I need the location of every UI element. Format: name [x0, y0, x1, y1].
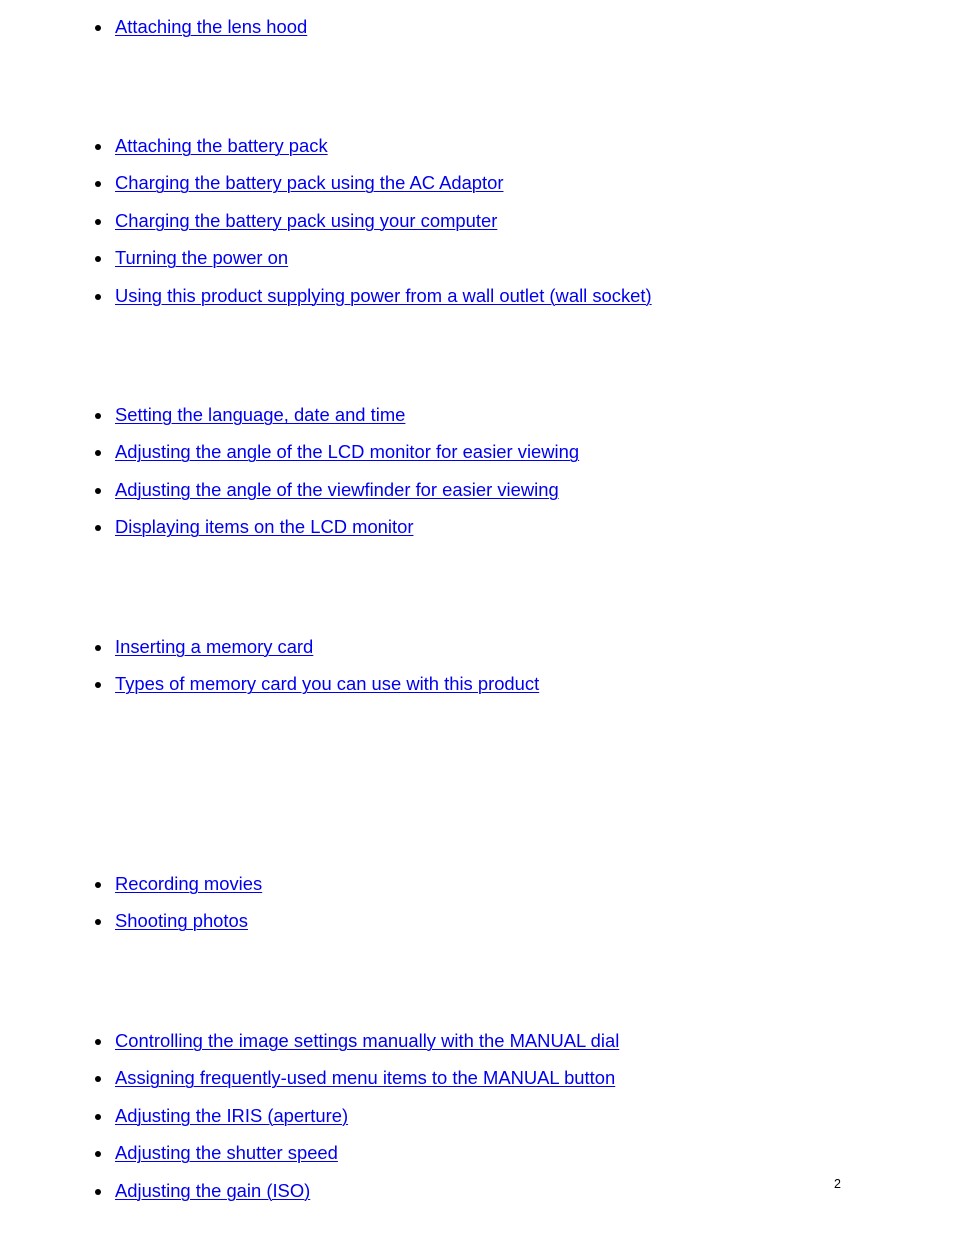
link-shooting-photos[interactable]: Shooting photos — [115, 910, 248, 932]
link-attaching-lens-hood[interactable]: Attaching the lens hood — [115, 16, 308, 37]
list-item — [0, 673, 539, 710]
link-inserting-memory-card[interactable]: Inserting a memory card — [115, 636, 314, 657]
bullet — [95, 294, 101, 300]
list-item — [0, 1180, 619, 1217]
toc-group-manual — [0, 1030, 619, 1217]
link-charging-ac-adaptor[interactable]: Charging the battery pack using the AC Adaptor — [115, 172, 504, 194]
list-item — [0, 285, 652, 322]
list-item — [0, 910, 262, 947]
link-viewfinder-angle[interactable]: Adjusting the angle of the viewfinder for easier viewing — [115, 478, 559, 500]
bullet — [95, 450, 101, 456]
toc-group-memory — [0, 636, 539, 711]
list-item — [0, 16, 307, 53]
list-item — [0, 172, 652, 209]
link-gain-iso[interactable]: Adjusting the gain (ISO) — [115, 1179, 311, 1201]
link-memory-card-types[interactable]: Types of memory card you can use with this product — [115, 673, 540, 695]
bullet — [95, 25, 101, 31]
link-lcd-angle[interactable]: Adjusting the angle of the LCD monitor for easier viewing — [115, 441, 580, 463]
bullet — [95, 219, 101, 225]
link-displaying-items-lcd[interactable]: Displaying items on the LCD monitor — [115, 516, 414, 538]
list-item — [0, 441, 579, 478]
list-item — [0, 1142, 619, 1179]
bullet — [95, 1151, 101, 1157]
list-item — [0, 1030, 619, 1067]
list-item — [0, 1067, 619, 1104]
bullet — [95, 1076, 101, 1082]
bullet — [95, 1114, 101, 1120]
bullet — [95, 645, 101, 651]
bullet — [95, 525, 101, 531]
bullet — [95, 144, 101, 150]
list-item — [0, 210, 652, 247]
list-item — [0, 247, 652, 284]
list-item — [0, 873, 262, 910]
link-manual-button[interactable]: Assigning frequently-used menu items to the MANUAL button — [115, 1067, 616, 1089]
bullet — [95, 256, 101, 262]
bullet — [95, 682, 101, 688]
link-iris-aperture[interactable]: Adjusting the IRIS (aperture) — [115, 1104, 349, 1126]
toc-group-settings — [0, 404, 579, 554]
list-item — [0, 135, 652, 172]
list-item — [0, 479, 579, 516]
link-shutter-speed[interactable]: Adjusting the shutter speed — [115, 1142, 338, 1164]
bullet — [95, 882, 101, 888]
link-turning-power-on[interactable]: Turning the power on — [115, 247, 289, 269]
link-recording-movies[interactable]: Recording movies — [115, 873, 263, 894]
list-item — [0, 404, 579, 441]
list-item — [0, 636, 539, 673]
page-number: 2 — [834, 1177, 841, 1191]
bullet — [95, 181, 101, 187]
link-wall-outlet-power[interactable]: Using this product supplying power from a wall outlet (wall socket) — [115, 284, 652, 306]
link-language-date-time[interactable]: Setting the language, date and time — [115, 404, 406, 425]
toc-group-power — [0, 135, 652, 322]
bullet — [95, 1189, 101, 1195]
bullet — [95, 919, 101, 925]
list-item — [0, 1105, 619, 1142]
toc-group-lens — [0, 16, 307, 53]
link-attaching-battery-pack[interactable]: Attaching the battery pack — [115, 135, 328, 156]
list-item — [0, 516, 579, 553]
toc-group-recording — [0, 873, 262, 948]
link-manual-dial[interactable]: Controlling the image settings manually with the MANUAL dial — [115, 1030, 620, 1051]
bullet — [95, 413, 101, 419]
link-charging-computer[interactable]: Charging the battery pack using your computer — [115, 209, 498, 231]
bullet — [95, 488, 101, 494]
bullet — [95, 1039, 101, 1045]
